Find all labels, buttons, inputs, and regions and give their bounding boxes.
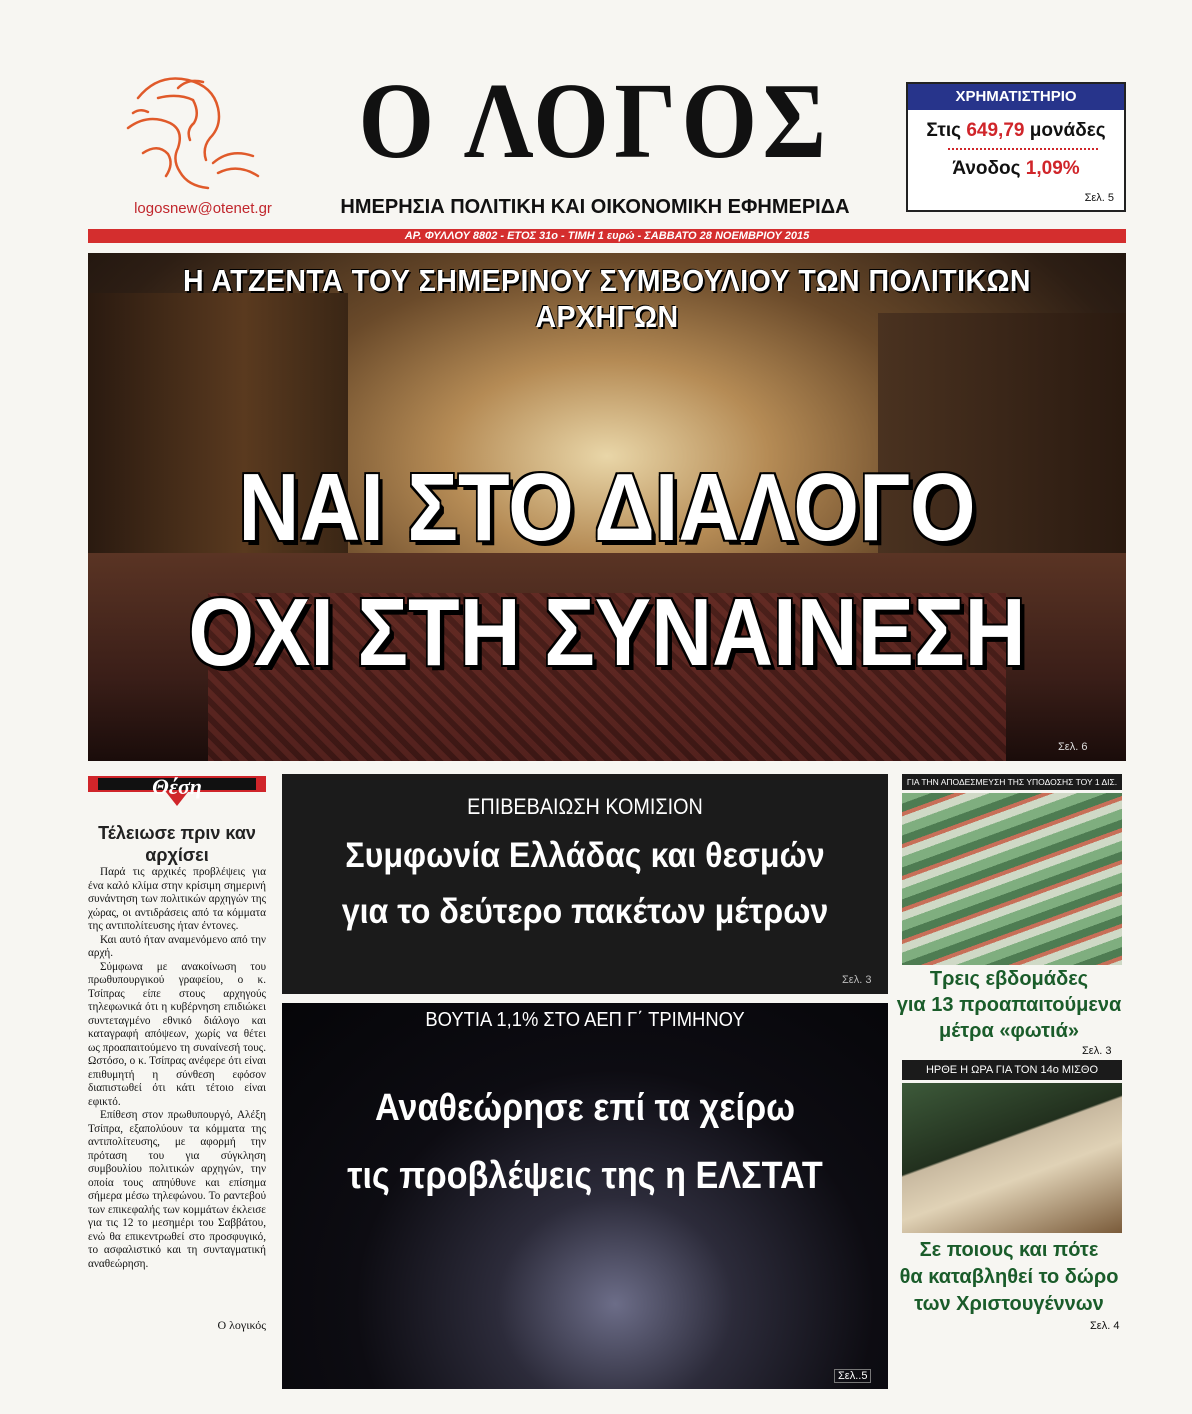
story-memorandum-page-ref: Σελ. 3 (842, 974, 872, 986)
story-memorandum-headline-line2: για το δεύτερο πακέτων μέτρων (341, 892, 829, 931)
stock-page-ref: Σελ. 5 (1084, 192, 1114, 204)
side-story-2-headline[interactable] (896, 1237, 1122, 1318)
hero-kicker: Η ΑΤΖΕΝΤΑ ΤΟΥ ΣΗΜΕΡΙΝΟΥ ΣΥΜΒΟΥΛΙΟΥ ΤΩΝ ΠΟΛΙΤΙΚΩΝ ΑΡΧΗΓΩΝ (183, 263, 1031, 334)
newspaper-title: Ο ΛΟΓΟΣ (358, 62, 832, 181)
stock-points-line (908, 120, 1124, 142)
newspaper-subtitle: ΗΜΕΡΗΣΙΑ ΠΟΛΙΤΙΚΗ ΚΑΙ ΟΙΚΟΝΟΜΙΚΗ ΕΦΗΜΕΡΙΔΑ (340, 196, 850, 218)
side-story-2-page-ref: Σελ. 4 (1090, 1320, 1120, 1332)
opinion-paragraph: Σύμφωνα με ανακοίνωση του πρωθυπουργικού γραφείου, ο κ. Τσίπρας είπε στους αρχηγούς τηλεφωνικά ότι η κυβέρνηση επιδιώκει συντεταγμένο εθνικό διάλογο και καταγραφή απόψεων, χωρίς να θέτει ως προαπαιτούμενο τη συναίνεσή τους. Ωστόσο, ο κ. Τσίπρας ανέφερε ότι είναι επιθυμητή η σύνθεση εφόσον διαπιστωθεί ότι κάτι τέτοιο είναι εφικτό. (88, 960, 266, 1108)
opinion-paragraph: Και αυτό ήταν αναμενόμενο από την αρχή. (88, 933, 266, 959)
story-memorandum[interactable] (282, 774, 888, 994)
story-gdp-headline-line1: Αναθεώρησε επί τα χείρω (375, 1087, 795, 1129)
faces-logo-icon (118, 68, 268, 198)
contact-email: logosnew@otenet.gr (134, 200, 272, 217)
stock-market-box (906, 82, 1126, 212)
side-story-1-headline[interactable] (896, 966, 1122, 1044)
side-story-2-line2: θα καταβληθεί το δώρο (899, 1266, 1119, 1288)
stock-points: 649,79 (966, 120, 1025, 141)
story-gdp[interactable] (282, 1003, 888, 1389)
hero-page-ref: Σελ. 6 (1058, 741, 1088, 753)
side-story-2-line1: Σε ποιους και πότε (919, 1239, 1099, 1261)
stock-change-line (908, 158, 1124, 180)
side-story-2-caption: ΗΡΘΕ Η ΩΡΑ ΓΙΑ ΤΟΝ 14ο ΜΙΣΘΟ (902, 1060, 1122, 1080)
side-story-1-caption: ΓΙΑ ΤΗΝ ΑΠΟΔΕΣΜΕΥΣΗ ΤΗΣ ΥΠΟΔΟΣΗΣ ΤΟΥ 1 ΔΙΣ. (902, 774, 1122, 790)
side-story-2-line3: των Χριστουγέννων (914, 1293, 1104, 1315)
hero-story[interactable] (88, 253, 1126, 761)
opinion-paragraph: Επίθεση στον πρωθυπουργό, Αλέξη Τσίπρα, εξαπολύουν τα κόμματα της αντιπολίτευσης, με αφορμή την πρόταση του για σύγκληση συμβουλίου πολιτικών αρχηγών, την οποία τους απηύθυνε και επίσημα σήμερα μέσω τηλεφώνου. Το ραντεβού των επικεφαλής των κομμάτων έκλεισε για τις 12 το μεσημέρι του Σαββάτου, ενώ θα επικεντρωθεί στο προσφυγικό, το ασφαλιστικό και τη συνταγματική αναθεώρηση. (88, 1109, 266, 1270)
opinion-paragraph: Παρά τις αρχικές προβλέψεις για ένα καλό κλίμα στην κρίσιμη σημερινή συνάντηση των πολιτικών αρχηγών της χώρας, οι αντιδράσεις από τα κόμματα της αντιπολίτευσης ήταν έντονες. (88, 866, 266, 932)
story-memorandum-kicker: ΕΠΙΒΕΒΑΙΩΣΗ ΚΟΜΙΣΙΟΝ (467, 794, 703, 819)
side-story-1-line3: μέτρα «φωτιά» (938, 1020, 1080, 1042)
christmas-banknotes-photo (902, 1083, 1122, 1233)
side-story-1-page-ref: Σελ. 3 (1082, 1045, 1112, 1057)
story-gdp-page-ref: Σελ..5 (834, 1369, 871, 1383)
opinion-badge: Θέση (152, 774, 202, 799)
side-story-1-line2: για 13 προαπαιτούμενα (896, 994, 1122, 1016)
issue-meta: ΑΡ. ΦΥΛΛΟΥ 8802 - ΕΤΟΣ 31ο - ΤΙΜΗ 1 ευρώ - ΣΑΒΒΑΤΟ 28 ΝΟΕΜΒΡΙΟΥ 2015 (404, 230, 810, 242)
stock-market-heading: ΧΡΗΜΑΤΙΣΤΗΡΙΟ (908, 84, 1124, 110)
stock-divider (948, 148, 1098, 150)
newspaper-logo (118, 68, 268, 198)
stock-change-value: 1,09% (1025, 158, 1080, 179)
story-gdp-headline-line2: τις προβλέψεις της η ΕΛΣΤΑΤ (347, 1155, 823, 1197)
stock-suffix: μονάδες (1029, 120, 1106, 141)
hero-headline-line1: ΝΑΙ ΣΤΟ ΔΙΑΛΟΓΟ (238, 454, 976, 561)
euro-banknotes-photo (902, 793, 1122, 965)
stock-change-label: Άνοδος (952, 158, 1021, 179)
side-story-1-line1: Τρεις εβδομάδες (929, 968, 1089, 990)
opinion-title[interactable]: Τέλειωσε πριν καν αρχίσει (98, 823, 256, 865)
opinion-body (88, 866, 266, 1271)
opinion-signature: Ο λογικός (217, 1318, 266, 1332)
story-gdp-kicker: ΒΟΥΤΙΑ 1,1% ΣΤΟ ΑΕΠ Γ΄ ΤΡΙΜΗΝΟΥ (425, 1009, 745, 1031)
stock-prefix: Στις (926, 120, 962, 141)
hero-headline-line2: ΟΧΙ ΣΤΗ ΣΥΝΑΙΝΕΣΗ (188, 579, 1026, 686)
story-memorandum-headline-line1: Συμφωνία Ελλάδας και θεσμών (345, 836, 825, 875)
